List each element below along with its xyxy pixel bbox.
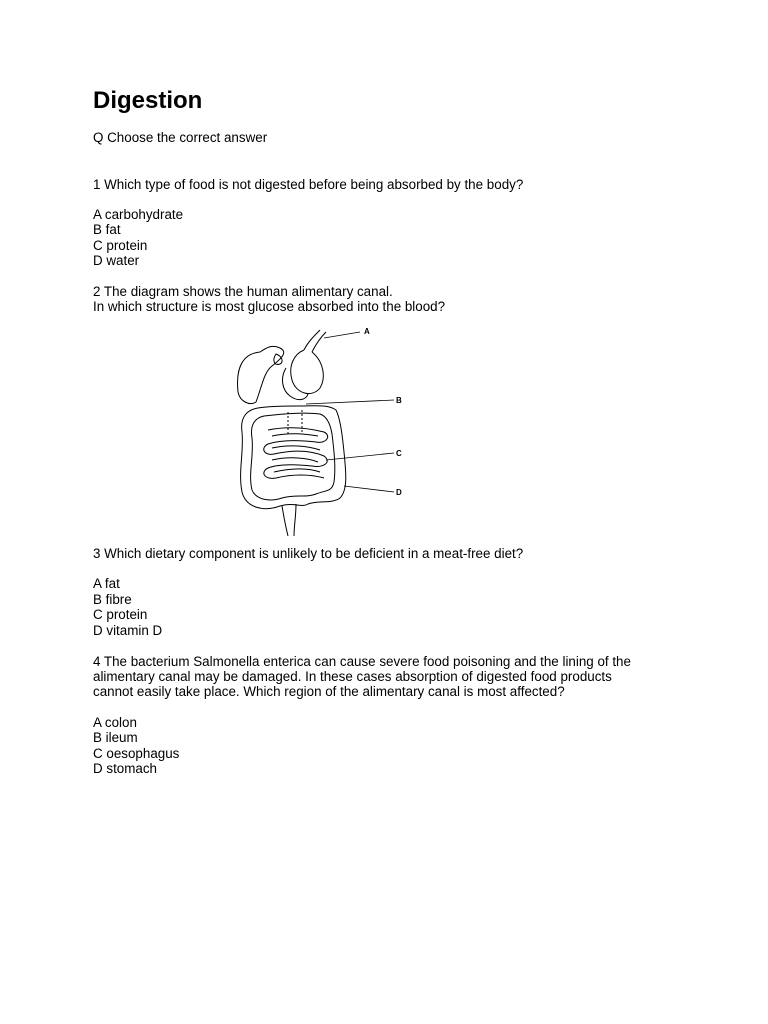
- question-4-option-b: B ileum: [93, 730, 138, 745]
- question-4-option-c: C oesophagus: [93, 746, 180, 761]
- question-3-option-c: C protein: [93, 607, 148, 622]
- large-intestine-shape: [241, 406, 346, 509]
- label-line-d: [344, 486, 394, 492]
- question-3-option-d: D vitamin D: [93, 623, 163, 638]
- question-1-option-b: B fat: [93, 222, 121, 237]
- page-title: Digestion: [93, 87, 203, 114]
- label-line-a: [324, 332, 360, 338]
- question-4-text-line-1: 4 The bacterium Salmonella enterica can cause severe food poisoning and the lining of the: [93, 654, 631, 669]
- alimentary-canal-diagram: [228, 322, 418, 538]
- question-1-option-d: D water: [93, 253, 140, 268]
- instruction: Q Choose the correct answer: [93, 130, 268, 145]
- rectum-shape: [282, 504, 296, 536]
- question-2-text-line-2: In which structure is most glucose absorbed into the blood?: [93, 299, 446, 314]
- question-1-option-c: C protein: [93, 238, 148, 253]
- label-line-b: [306, 400, 394, 404]
- stomach-shape: [291, 350, 324, 394]
- gall-bladder-shape: [274, 354, 282, 364]
- question-3-option-a: A fat: [93, 576, 120, 591]
- label-line-c: [326, 453, 394, 460]
- question-3-text: 3 Which dietary component is unlikely to be deficient in a meat-free diet?: [93, 546, 524, 561]
- question-3-option-b: B fibre: [93, 592, 132, 607]
- diagram-label-c: C: [396, 449, 402, 458]
- liver-shape: [238, 346, 284, 403]
- diagram-label-b: B: [396, 396, 402, 405]
- question-4-option-d: D stomach: [93, 761, 157, 776]
- large-intestine-inner: [251, 413, 335, 500]
- question-4-text-line-3: cannot easily take place. Which region of the alimentary canal is most affected?: [93, 684, 565, 699]
- oesophagus-shape: [304, 330, 326, 352]
- question-1-text: 1 Which type of food is not digested before being absorbed by the body?: [93, 177, 524, 192]
- question-1-option-a: A carbohydrate: [93, 207, 184, 222]
- duodenum-shape: [283, 368, 308, 400]
- diagram-label-d: D: [396, 488, 402, 497]
- question-4-option-a: A colon: [93, 715, 137, 730]
- diagram-label-a: A: [364, 327, 370, 336]
- question-4-text-line-2: alimentary canal may be damaged. In these cases absorption of digested food products: [93, 669, 612, 684]
- question-2-text-line-1: 2 The diagram shows the human alimentary canal.: [93, 284, 393, 299]
